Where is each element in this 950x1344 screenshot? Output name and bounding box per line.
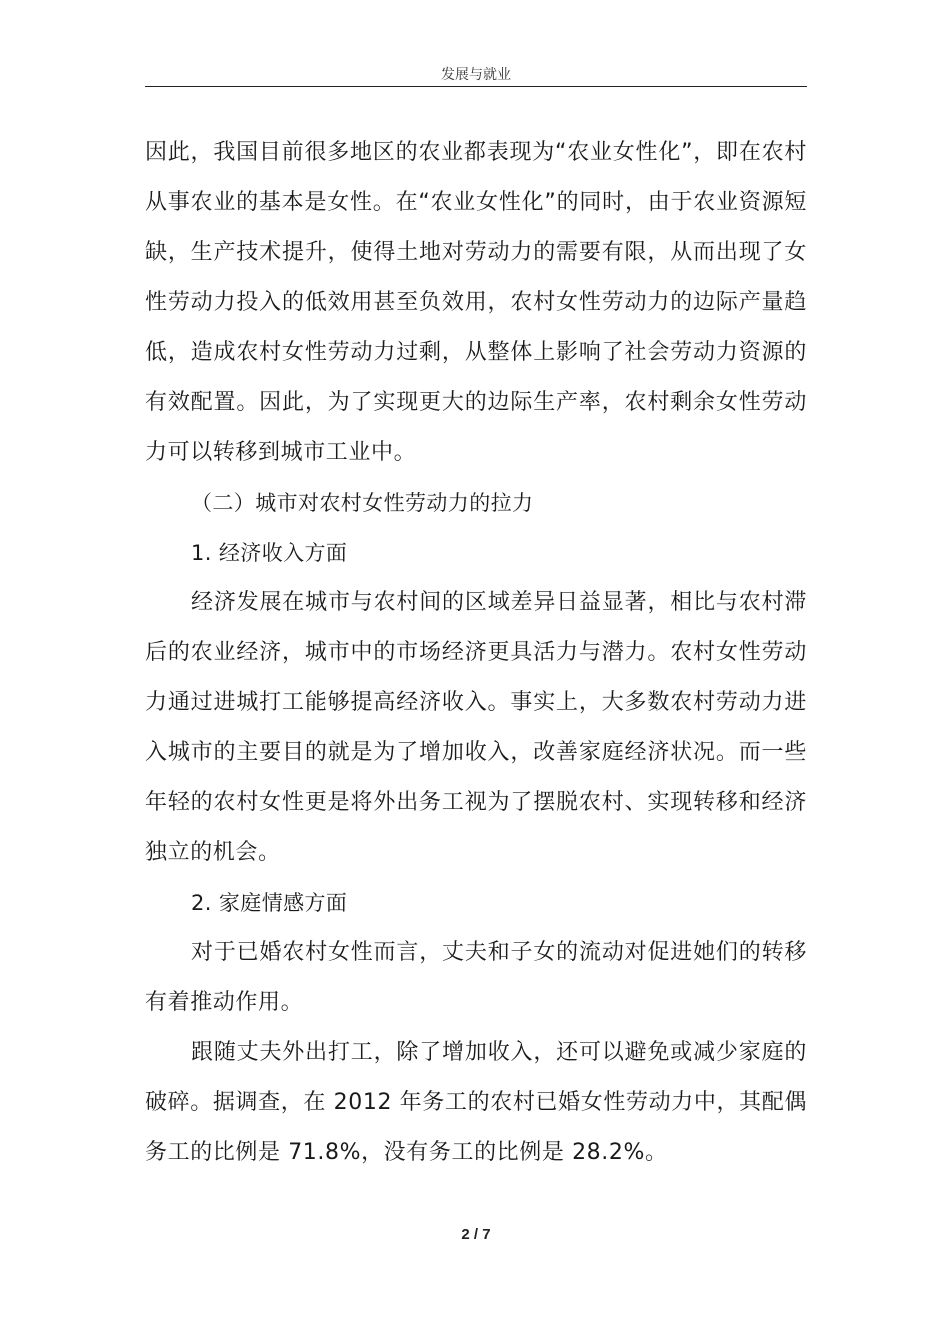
paragraph-economic-income: 经济发展在城市与农村间的区域差异日益显著，相比与农村滞后的农业经济，城市中的市场经济更具活力与潜力。农村女性劳动力通过进城打工能够提高经济收入。事实上，大多数农村劳动力进入城市的主要目的就是为了增加收入，改善家庭经济状况。而一些年轻的农村女性更是将外出务工视为了摆脱农村、实现转移和经济独立的机会。	[145, 590, 807, 865]
header-divider	[145, 86, 807, 87]
paragraph-married-women: 对于已婚农村女性而言，丈夫和子女的流动对促进她们的转移有着推动作用。	[145, 940, 807, 1015]
section-heading-city-pull: （二）城市对农村女性劳动力的拉力	[191, 491, 534, 515]
subheading-family-emotion: 2. 家庭情感方面	[191, 891, 348, 915]
page-header-title: 发展与就业	[441, 67, 511, 83]
page-number: 2 / 7	[461, 1226, 491, 1243]
paragraph-agriculture-feminization: 因此，我国目前很多地区的农业都表现为“农业女性化”，即在农村从事农业的基本是女性。在“农业女性化”的同时，由于农业资源短缺，生产技术提升，使得土地对劳动力的需要有限，从而出现了女性劳动力投入的低效用甚至负效用，农村女性劳动力的边际产量趋低，造成农村女性劳动力过剩，从整体上影响了社会劳动力资源的有效配置。因此，为了实现更大的边际生产率，农村剩余女性劳动力可以转移到城市工业中。	[145, 140, 807, 465]
document-body	[145, 128, 807, 1178]
paragraph-follow-husband: 跟随丈夫外出打工，除了增加收入，还可以避免或减少家庭的破碎。据调查，在 2012 年务工的农村已婚女性劳动力中，其配偶务工的比例是 71.8%，没有务工的比例是 28.2%。	[145, 1040, 807, 1165]
subheading-economic-income: 1. 经济收入方面	[191, 541, 348, 565]
